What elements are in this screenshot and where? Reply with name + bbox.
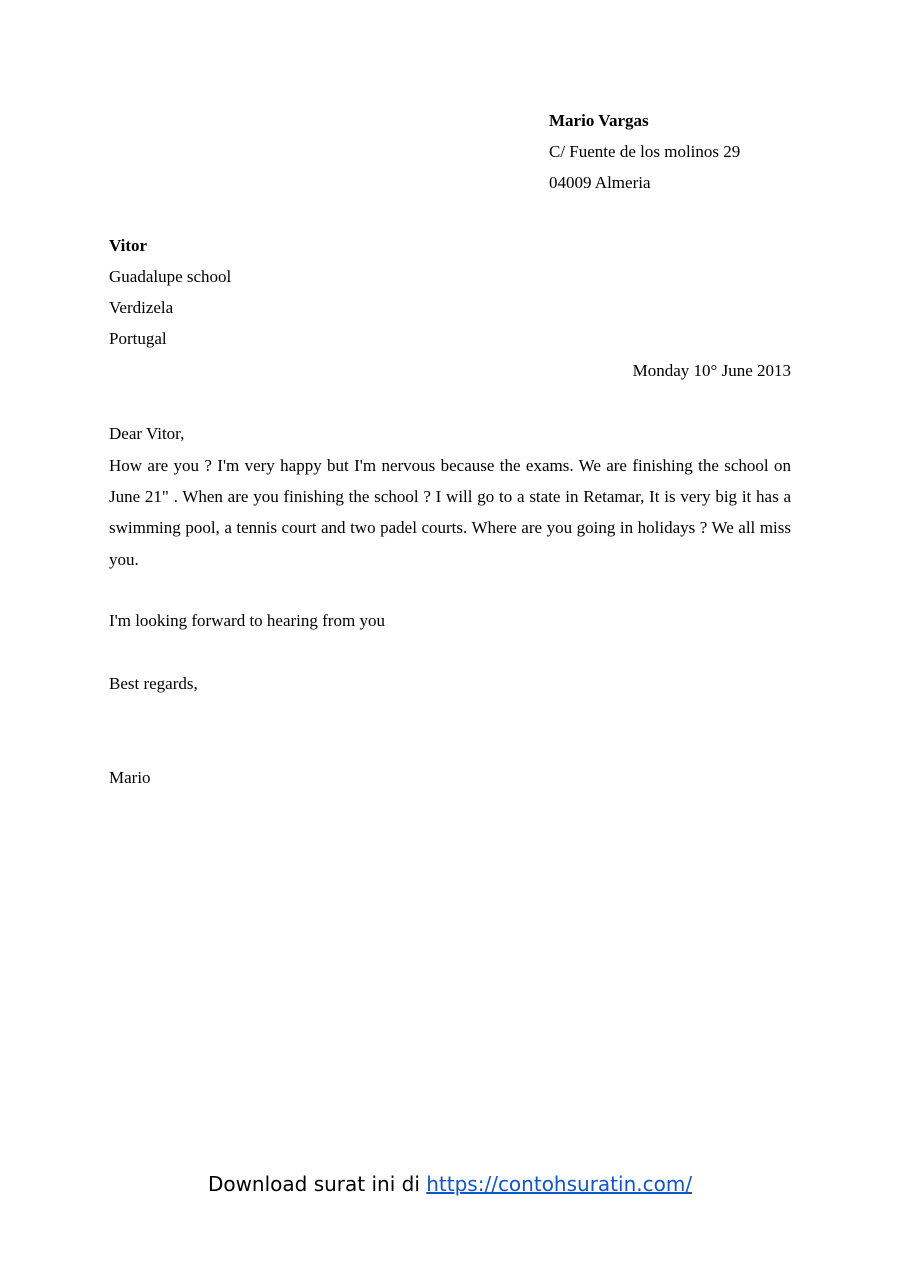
- letter-sign-off: Best regards,: [109, 674, 198, 693]
- letter-greeting: Dear Vitor,: [109, 424, 185, 443]
- download-footer: [0, 1170, 900, 1198]
- recipient-city: Verdizela: [109, 298, 174, 317]
- download-link[interactable]: https://contohsuratin.com/: [426, 1172, 693, 1196]
- sender-address-line1: C/ Fuente de los molinos 29: [549, 142, 741, 161]
- letter-signature: Mario: [109, 768, 151, 787]
- letter-body: [109, 450, 791, 575]
- footer-prefix: Download surat ini di: [207, 1172, 427, 1196]
- letter-body-paragraph: How are you ? I'm very happy but I'm nervous because the exams. We are finishing the school on June 21" . When are you finishing the school ? I will go to a state in Retamar, It is very big it has a swimming pool, a tennis court and two padel courts. Where are you going in holidays ? We all miss you.: [109, 456, 791, 569]
- recipient-country: Portugal: [109, 329, 167, 348]
- letter-date: Monday 10° June 2013: [632, 361, 791, 380]
- sender-address-line2: 04009 Almeria: [549, 173, 651, 192]
- sender-name: Mario Vargas: [549, 111, 649, 130]
- recipient-school: Guadalupe school: [109, 267, 232, 286]
- letter-closing-line: I'm looking forward to hearing from you: [109, 611, 385, 630]
- recipient-name: Vitor: [109, 236, 148, 255]
